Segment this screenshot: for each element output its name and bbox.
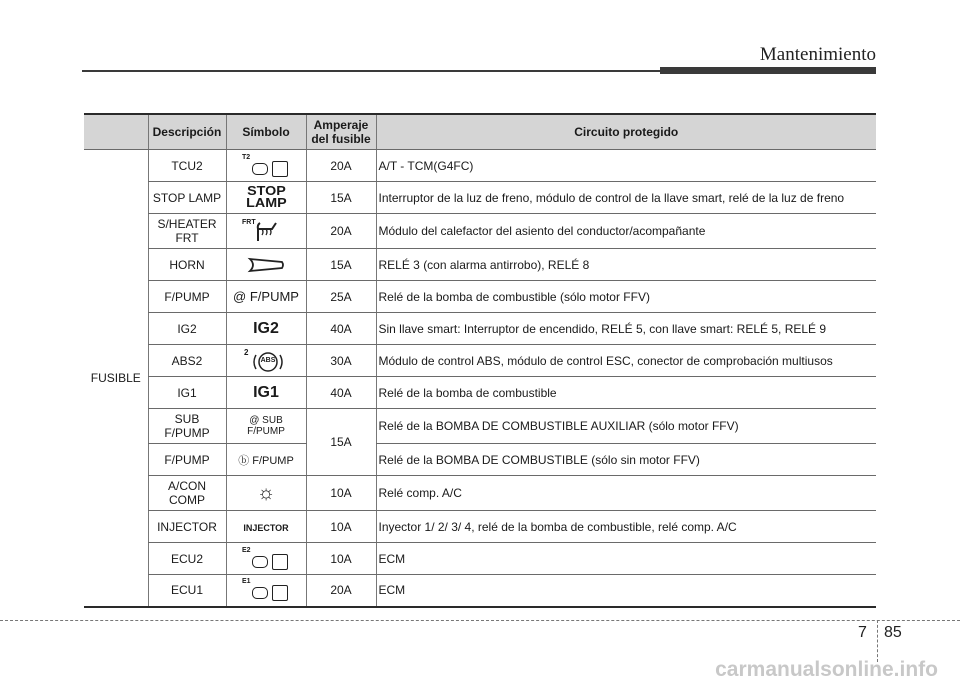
row-circuit: RELÉ 3 (con alarma antirrobo), RELÉ 8 (376, 249, 876, 281)
row-symbol (226, 182, 306, 214)
ig1-symbol: IG1 (253, 383, 279, 401)
tcu-module-icon (242, 154, 290, 178)
stop-lamp-symbol (246, 185, 287, 209)
page-number: 85 (884, 624, 902, 641)
row-description: IG2 (148, 313, 226, 345)
row-symbol (226, 476, 306, 511)
section-title: Mantenimiento (759, 44, 876, 65)
ig2-symbol: IG2 (253, 319, 279, 337)
row-description: STOP LAMP (148, 182, 226, 214)
header-circuit: Circuito protegido (376, 114, 876, 150)
horn-icon (246, 255, 286, 275)
row-description (148, 476, 226, 511)
footer-dashed-divider (877, 620, 878, 662)
table-row (84, 444, 876, 476)
table-row (84, 150, 876, 182)
symbol-tag: T2 (242, 153, 251, 161)
row-description (148, 214, 226, 249)
row-symbol (226, 313, 306, 345)
row-description: ECU2 (148, 543, 226, 575)
row-circuit: A/T - TCM(G4FC) (376, 150, 876, 182)
symbol-line2: F/PUMP (247, 426, 285, 437)
row-symbol (226, 345, 306, 377)
symbol-line1: @ SUB (249, 415, 283, 426)
row-circuit: Relé de la bomba de combustible (376, 377, 876, 409)
fuse-table (84, 113, 876, 608)
row-amperage: 15A (306, 182, 376, 214)
row-circuit: Inyector 1/ 2/ 3/ 4, relé de la bomba de combustible, relé comp. A/C (376, 511, 876, 543)
header-amperage-line2: del fusible (311, 132, 371, 146)
row-symbol (226, 249, 306, 281)
ecu-module-icon (242, 547, 290, 571)
injector-symbol: INJECTOR (243, 522, 289, 533)
symbol-line2: LAMP (245, 195, 287, 210)
header-symbol: Símbolo (226, 114, 306, 150)
footer-dashed-rule (0, 620, 960, 621)
table-row (84, 249, 876, 281)
row-circuit: Interruptor de la luz de freno, módulo de control de la llave smart, relé de la luz de freno (376, 182, 876, 214)
row-description: INJECTOR (148, 511, 226, 543)
row-description: F/PUMP (148, 444, 226, 476)
row-amperage: 20A (306, 150, 376, 182)
row-symbol (226, 281, 306, 313)
row-description: F/PUMP (148, 281, 226, 313)
row-circuit: Módulo del calefactor del asiento del conductor/acompañante (376, 214, 876, 249)
module-box-icon (272, 554, 288, 570)
table-row (84, 345, 876, 377)
row-amperage: 10A (306, 543, 376, 575)
ac-compressor-icon: ☼ (256, 481, 276, 504)
row-amperage: 10A (306, 511, 376, 543)
row-circuit: Sin llave smart: Interruptor de encendido, RELÉ 5, con llave smart: RELÉ 5, RELÉ 9 (376, 313, 876, 345)
row-amperage: 15A (306, 409, 376, 476)
table-row (84, 313, 876, 345)
row-symbol (226, 543, 306, 575)
table-row (84, 543, 876, 575)
module-box-icon (272, 585, 288, 601)
description-line2: FRT (175, 231, 199, 245)
connector-icon (252, 163, 268, 175)
row-description: HORN (148, 249, 226, 281)
row-amperage: 30A (306, 345, 376, 377)
fuel-pump-symbol: @ F/PUMP (233, 289, 299, 304)
symbol-tag: E1 (242, 578, 251, 586)
table-row (84, 377, 876, 409)
table-row (84, 281, 876, 313)
row-amperage: 20A (306, 214, 376, 249)
row-description: IG1 (148, 377, 226, 409)
row-symbol (226, 214, 306, 249)
row-circuit: ECM (376, 575, 876, 607)
row-circuit: Relé de la BOMBA DE COMBUSTIBLE (sólo sin motor FFV) (376, 444, 876, 476)
row-symbol (226, 409, 306, 444)
watermark: carmanualsonline.info (715, 658, 938, 681)
row-circuit: Relé de la BOMBA DE COMBUSTIBLE AUXILIAR (sólo motor FFV) (376, 409, 876, 444)
connector-icon (252, 587, 268, 599)
table-row (84, 214, 876, 249)
row-symbol (226, 575, 306, 607)
row-amperage: 15A (306, 249, 376, 281)
description-line1: SUB (174, 412, 200, 426)
chapter-number: 7 (858, 624, 867, 641)
table-row (84, 511, 876, 543)
abs-icon (244, 348, 288, 374)
description-line2: F/PUMP (164, 426, 210, 440)
row-amperage: 40A (306, 377, 376, 409)
symbol-tag: FRT (242, 219, 256, 226)
connector-icon (252, 556, 268, 568)
header-rule-thick (660, 67, 876, 74)
row-amperage: 20A (306, 575, 376, 607)
table-row (84, 182, 876, 214)
description-line2: COMP (169, 493, 205, 507)
row-symbol (226, 377, 306, 409)
header-amperage-line1: Amperaje (313, 118, 369, 132)
row-circuit: Módulo de control ABS, módulo de control ESC, conector de comprobación multiusos (376, 345, 876, 377)
row-circuit: Relé comp. A/C (376, 476, 876, 511)
header-amperage (306, 114, 376, 150)
table-row (84, 476, 876, 511)
header-rule-thin (82, 70, 660, 72)
row-description: ECU1 (148, 575, 226, 607)
description-line1: S/HEATER (157, 217, 217, 231)
row-description: ABS2 (148, 345, 226, 377)
header-description: Descripción (148, 114, 226, 150)
row-amperage: 25A (306, 281, 376, 313)
abs-label: ABS (260, 356, 276, 364)
row-symbol (226, 150, 306, 182)
row-symbol (226, 511, 306, 543)
row-circuit: ECM (376, 543, 876, 575)
row-amperage: 10A (306, 476, 376, 511)
seat-heater-icon (242, 219, 290, 243)
row-circuit: Relé de la bomba de combustible (sólo motor FFV) (376, 281, 876, 313)
row-description (148, 409, 226, 444)
table-header-row (84, 114, 876, 150)
header-type (84, 114, 148, 150)
symbol-tag: E2 (242, 546, 251, 554)
table-row (84, 575, 876, 607)
row-symbol: ⓑ F/PUMP (226, 444, 306, 476)
ecu-module-icon (242, 578, 290, 602)
table-row (84, 409, 876, 444)
symbol-line1: STOP (246, 183, 286, 198)
fuse-type-cell: FUSIBLE (84, 150, 148, 607)
symbol-index: 2 (244, 347, 249, 357)
description-line1: A/CON (167, 479, 206, 493)
row-amperage: 40A (306, 313, 376, 345)
module-box-icon (272, 161, 288, 177)
row-description: TCU2 (148, 150, 226, 182)
